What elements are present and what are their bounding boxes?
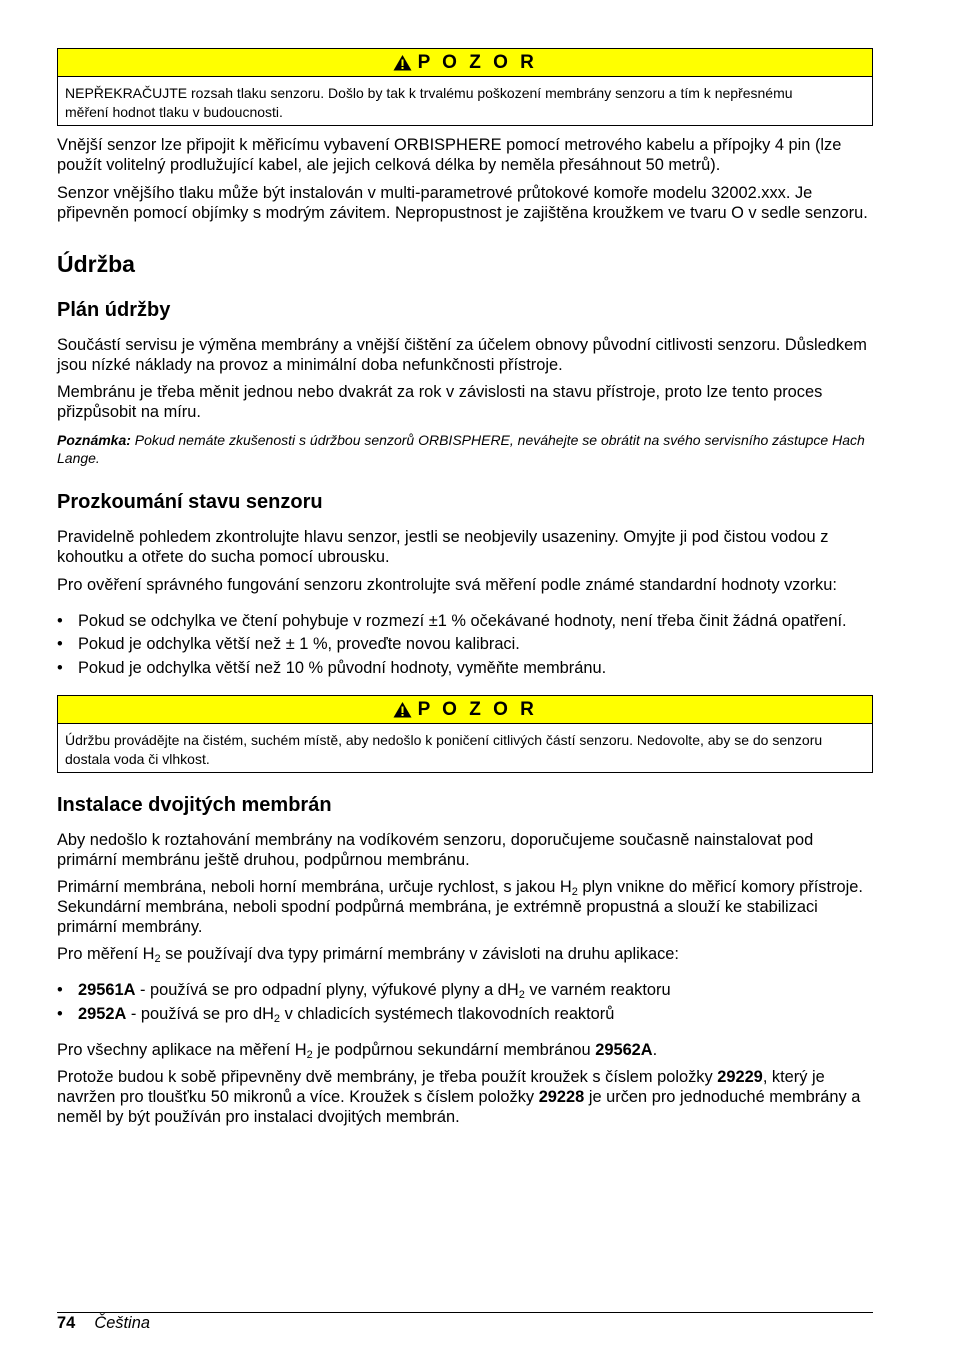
footer-language: Čeština — [94, 1314, 150, 1332]
list-item: • 29561A - používá se pro odpadní plyny, výfukové plyny a $dH_2$ ve varném reaktoru — [57, 981, 671, 1001]
paragraph: Aby nedošlo k roztahování membrány na vodíkovém senzoru, doporučujeme současně nainstalovat pod primární membránu ještě druhou, podpůrnou membránu. — [57, 831, 814, 869]
bullet-icon: • — [57, 981, 63, 999]
page-content — [57, 48, 873, 1127]
paragraph: Protože budou k sobě připevněny dvě membrány, je třeba použít kroužek s číslem položky 29229, který je navržen pro tloušťku 50 mikronů a více. Kroužek s číslem položky 29228 je určen pro jednoduché membrány a neměl by být používán pro instalaci dvojitých membrán. — [57, 1068, 861, 1126]
paragraph: Senzor vnějšího tlaku může být instalován v multi-parametrové průtokové komoře modelu 32002.xxx. Je připevněn pomocí objímky s modrým závitem. Nepropustnost je zajištěna kroužkem ve tvaru O v sedle senzoru. — [57, 184, 868, 222]
list-item: • 2952A - používá se pro $dH_2$ v chladicích systémech tlakovodních reaktorů — [57, 1005, 615, 1025]
paragraph: Membránu je třeba měnit jednou nebo dvakrát za rok v závislosti na stavu přístroje, proto lze tento proces přizpůsobit na míru. — [57, 383, 823, 421]
subsection-heading: Instalace dvojitých membrán — [57, 794, 332, 816]
note — [57, 431, 873, 467]
list-item: • Pokud je odchylka větší než ± 1 %, proveďte novou kalibraci. — [57, 635, 520, 653]
subsection-heading: Prozkoumání stavu senzoru — [57, 491, 323, 513]
note-label: Poznámka: — [57, 432, 131, 448]
bullet-icon: • — [57, 1005, 63, 1023]
bullet-icon: • — [57, 635, 63, 653]
paragraph: Vnější senzor lze připojit k měřicímu vybavení ORBISPHERE pomocí metrového kabelu a přípojky 4 pin (lze použít volitelný prodlužující kabel, ale jejich celková délka by neměla přesáhnout 50 metrů). — [57, 136, 842, 174]
part-number: 29229 — [717, 1068, 763, 1086]
caution-text: NEPŘEKRAČUJTE rozsah tlaku senzoru. Došlo by tak k trvalému poškození membrány senzoru a tím k nepřesnému měření hodnot tlaku v budoucnosti. — [65, 85, 793, 120]
caution-text: Údržbu provádějte na čistém, suchém místě, aby nedošlo k poničení citlivých částí senzoru. Nedovolte, aby se do senzoru dostala voda či vlhkost. — [65, 732, 823, 767]
caution-box — [57, 48, 873, 126]
part-number: 29228 — [538, 1088, 585, 1106]
bullet-list — [57, 611, 873, 678]
part-number: 2952A — [78, 1005, 127, 1023]
caution-box — [57, 695, 873, 773]
warning-triangle-icon — [393, 54, 412, 71]
paragraph: Pro měření $H_2$ se používají dva typy primární membrány v závisloti na druhu aplikace: — [57, 945, 679, 965]
caution-header — [58, 49, 872, 77]
paragraph: Součástí servisu je výměna membrány a vnější čištění za účelem obnovy původní citlivosti senzoru. Důsledkem jsou nízké náklady na provoz a minimální doba nefunkčnosti přístroje. — [57, 336, 867, 374]
paragraph: Pro ověření správného fungování senzoru zkontrolujte svá měření podle známé standardní hodnoty vzorku: — [57, 576, 837, 594]
list-item: • Pokud se odchylka ve čtení pohybuje v rozmezí ±1 % očekávané hodnoty, není třeba činit žádná opatření. — [57, 612, 847, 630]
caution-title: P O Z O R — [417, 698, 538, 720]
list-item: • Pokud je odchylka větší než 10 % původní hodnoty, vyměňte membránu. — [57, 659, 607, 677]
subsection-heading: Plán údržby — [57, 299, 171, 321]
paragraph: Pro všechny aplikace na měření $H_2$ je podpůrnou sekundární membránou 29562A. — [57, 1041, 658, 1061]
caution-title: P O Z O R — [417, 51, 538, 73]
page-footer — [57, 1313, 150, 1333]
warning-triangle-icon — [393, 701, 412, 718]
caution-header — [58, 696, 872, 724]
paragraph: Pravidelně pohledem zkontrolujte hlavu senzor, jestli se neobjevily usazeniny. Omyjte ji pod čistou vodou z kohoutku a otřete do sucha pomocí ubrousku. — [57, 528, 829, 566]
bullet-list — [57, 980, 873, 1024]
page-number: 74 — [57, 1314, 76, 1332]
section-heading: Údržba — [57, 251, 135, 277]
footer-divider — [57, 1312, 873, 1313]
paragraph: Primární membrána, neboli horní membrána, určuje rychlost, s jakou $H_2$ plyn vnikne do měřicí komory přístroje. Sekundární membrána, neboli spodní podpůrná membrána, je extrémně propustná a slouží ke stabilizaci primární membrány. — [57, 878, 863, 936]
part-number: 29562A — [595, 1041, 653, 1059]
bullet-icon: • — [57, 612, 63, 630]
note-text: Pokud nemáte zkušenosti s údržbou senzorů ORBISPHERE, neváhejte se obrátit na svého servisního zástupce Hach Lange. — [57, 432, 865, 466]
bullet-icon: • — [57, 659, 63, 677]
part-number: 29561A — [78, 981, 136, 999]
